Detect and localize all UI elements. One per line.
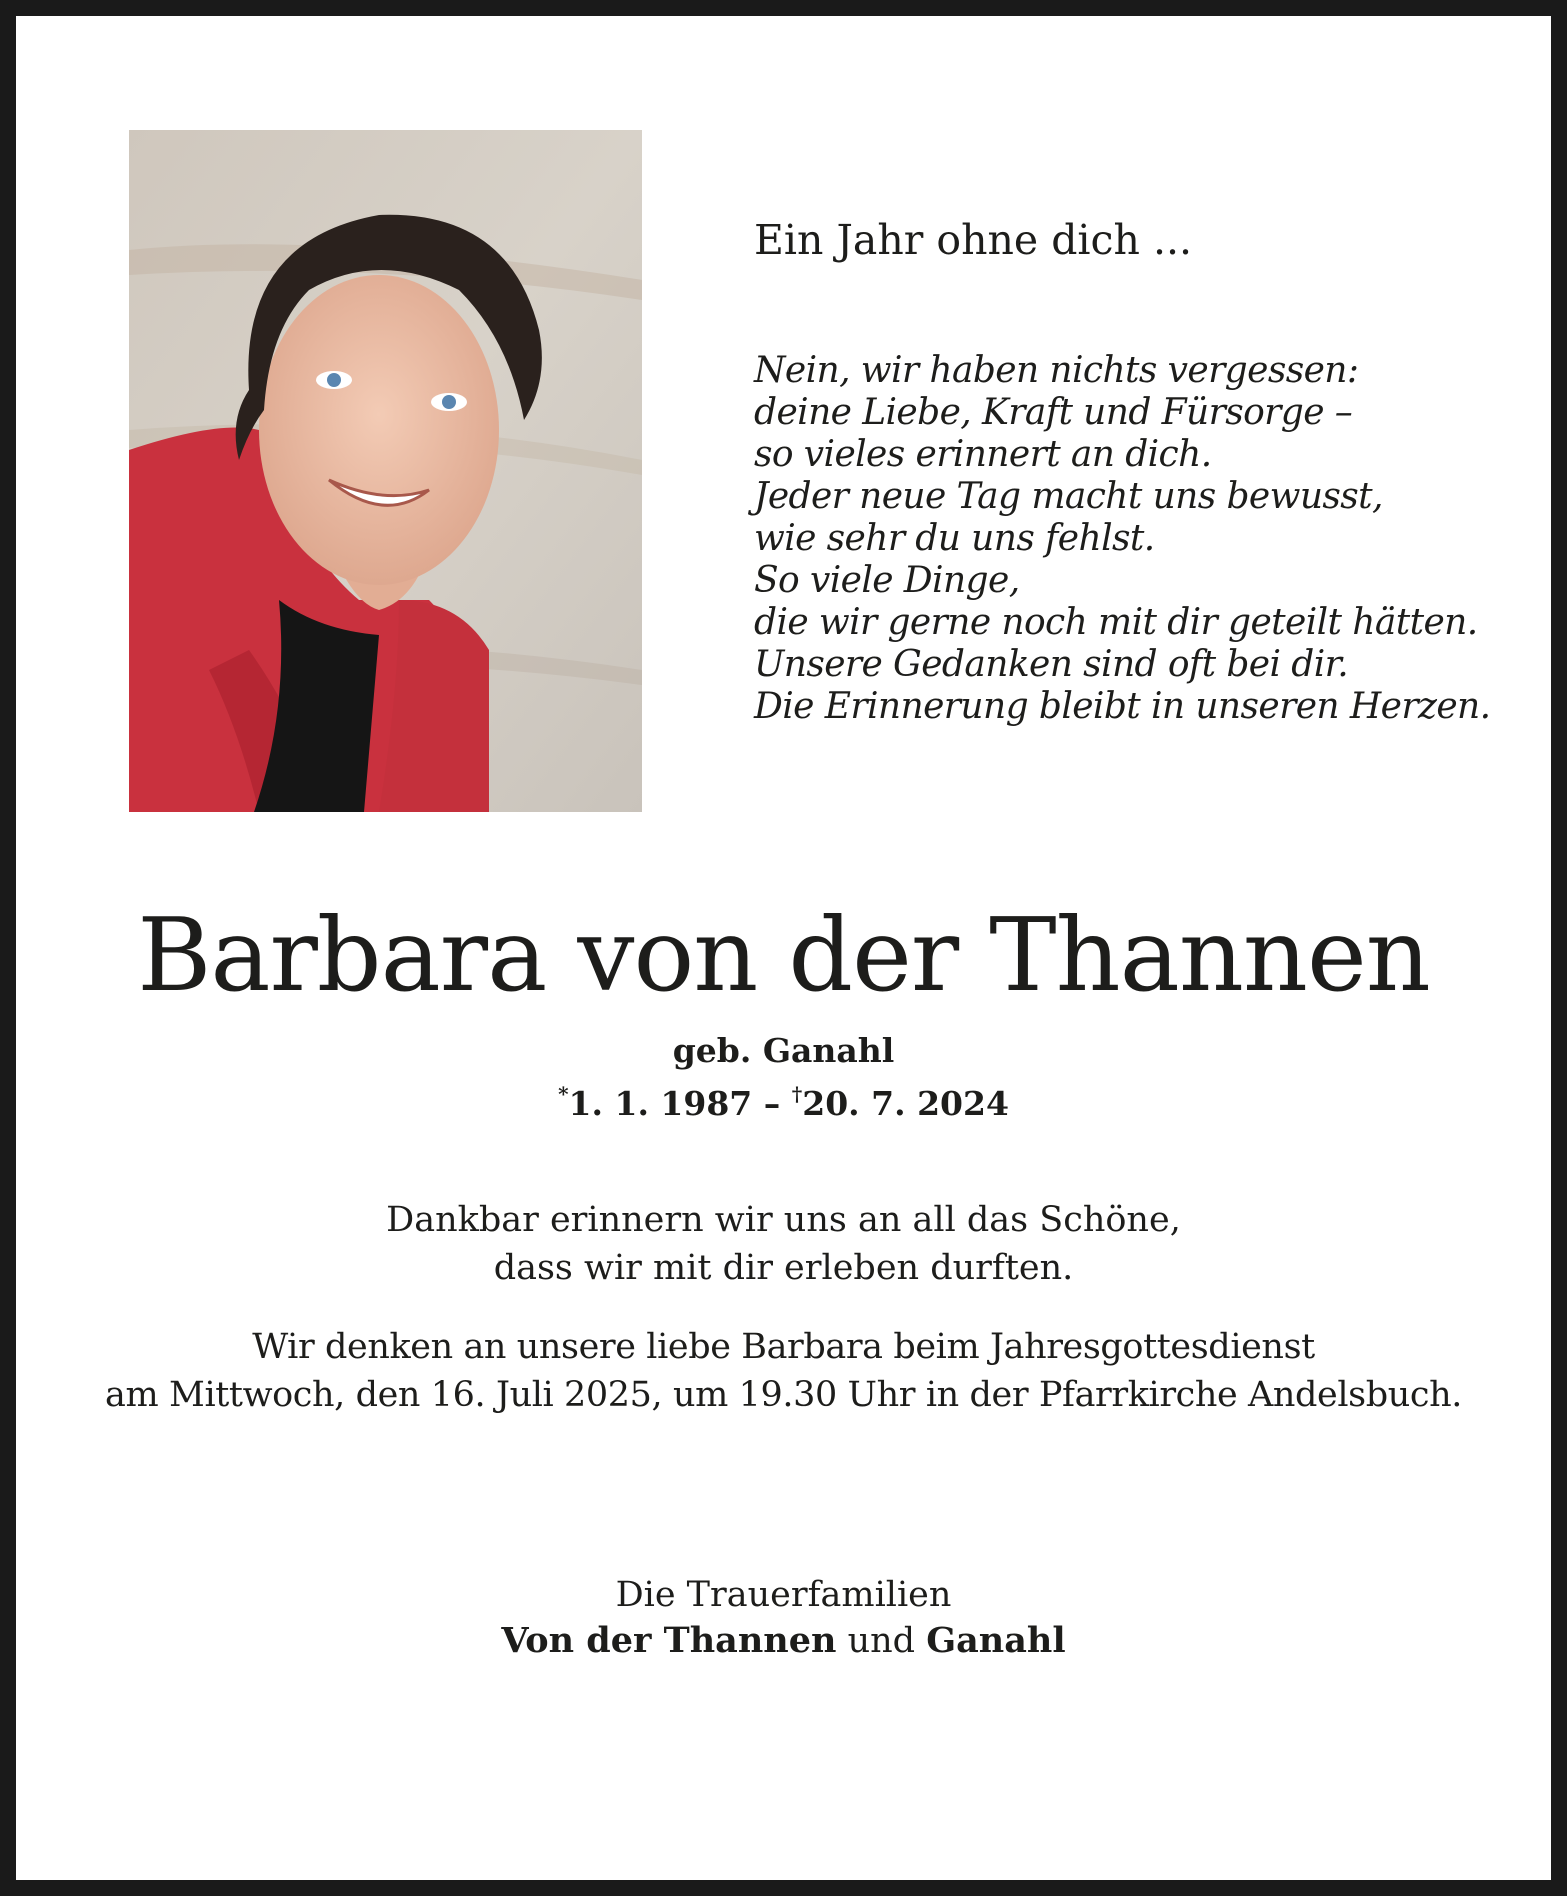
death-symbol: † (791, 1082, 803, 1106)
family-names (0, 1618, 1567, 1664)
thanks-text (0, 1196, 1567, 1292)
death-date: 20. 7. 2024 (802, 1084, 1009, 1123)
poem-line: so vieles erinnert an dich. (754, 434, 1212, 475)
deceased-name: Barbara von der Thannen (137, 896, 1430, 1014)
service-announcement (0, 1323, 1567, 1419)
thanks-line: dass wir mit dir erleben durften. (493, 1248, 1074, 1288)
family-name-2: Ganahl (926, 1620, 1066, 1661)
poem-line: deine Liebe, Kraft und Fürsorge – (754, 392, 1353, 433)
birth-date: 1. 1. 1987 (568, 1084, 753, 1123)
poem (754, 350, 1490, 728)
date-separator: – (752, 1084, 792, 1123)
portrait-photo (129, 130, 642, 812)
poem-line: Unsere Gedanken sind oft bei dir. (754, 644, 1349, 685)
family-intro: Die Trauerfamilien (615, 1575, 952, 1615)
poem-line: Jeder neue Tag macht uns bewusst, (754, 476, 1383, 517)
family-conjunction: und (836, 1621, 927, 1661)
poem-line: Die Erinnerung bleibt in unseren Herzen. (754, 686, 1491, 727)
mourning-families (0, 1572, 1567, 1664)
thanks-line: Dankbar erinnern wir uns an all das Schöne, (386, 1200, 1181, 1240)
service-line: Wir denken an unsere liebe Barbara beim Jahresgottesdienst (252, 1327, 1315, 1367)
life-dates (0, 1073, 1567, 1125)
service-line: am Mittwoch, den 16. Juli 2025, um 19.30 Uhr in der Pfarrkirche Andelsbuch. (105, 1375, 1462, 1415)
poem-line: So viele Dinge, (754, 560, 1020, 601)
birth-name: geb. Ganahl (672, 1031, 895, 1070)
poem-line: wie sehr du uns fehlst. (754, 518, 1155, 559)
birth-symbol: * (558, 1082, 569, 1106)
family-name-1: Von der Thannen (501, 1620, 837, 1661)
poem-line: die wir gerne noch mit dir geteilt hätten. (754, 602, 1478, 643)
poem-line: Nein, wir haben nichts vergessen: (754, 350, 1359, 391)
heading: Ein Jahr ohne dich ... (754, 216, 1193, 264)
